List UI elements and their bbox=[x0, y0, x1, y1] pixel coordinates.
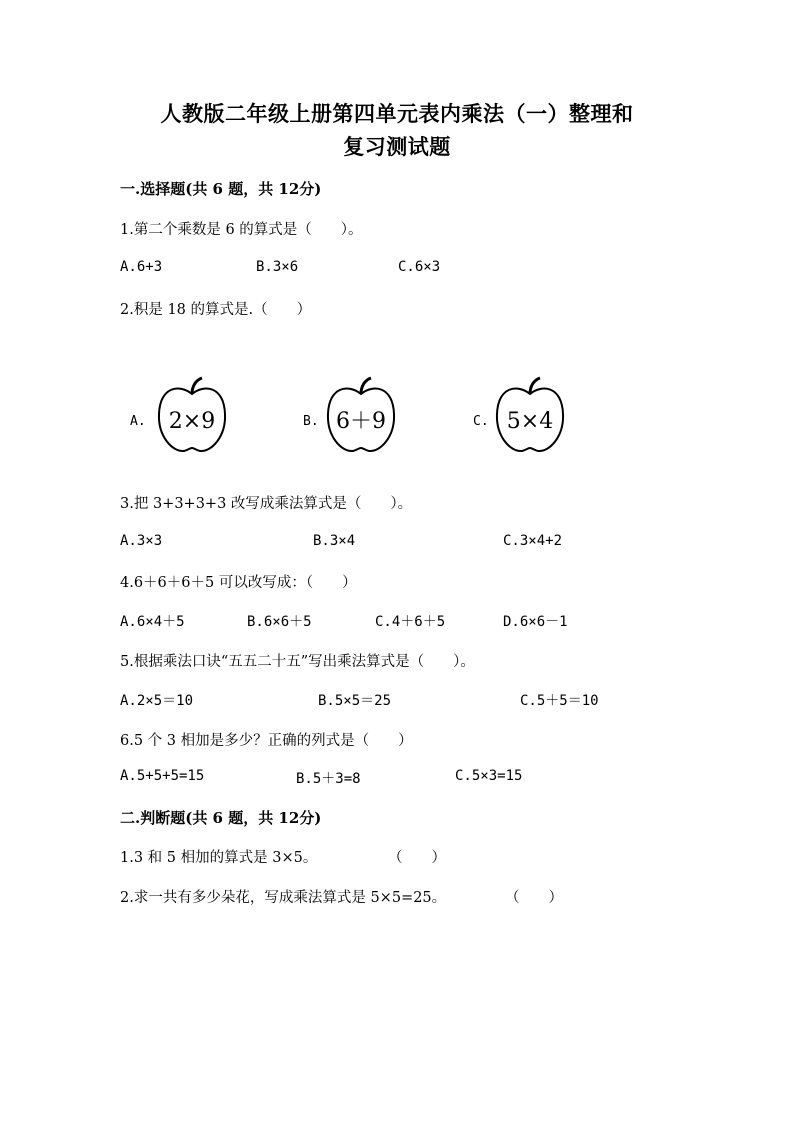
question-1-option-b[interactable]: B.3×6 bbox=[256, 259, 299, 275]
question-3-option-c[interactable]: C.3×4+2 bbox=[503, 533, 563, 549]
question-2-text: 2.积是 18 的算式是.（ ） bbox=[120, 302, 312, 318]
apple-a-expr: 2×9 bbox=[168, 409, 216, 434]
question-2-option-c-label[interactable]: C. bbox=[473, 414, 489, 429]
question-4-text: 4.6＋6＋6＋5 可以改写成：（ ） bbox=[120, 575, 357, 591]
question-1-option-a[interactable]: A.6+3 bbox=[120, 259, 163, 275]
judgment-2-answer-blank[interactable]: （ ） bbox=[505, 890, 563, 906]
question-4-option-b[interactable]: B.6×6＋5 bbox=[247, 614, 312, 630]
question-5-text: 5.根据乘法口诀“五五二十五”写出乘法算式是（ ）。 bbox=[120, 654, 475, 670]
question-4-option-d[interactable]: D.6×6－1 bbox=[503, 614, 568, 630]
section-heading-choice: 一.选择题(共 6 题，共 12分) bbox=[120, 180, 322, 198]
question-2-option-a-label[interactable]: A. bbox=[130, 414, 146, 429]
question-1-option-c[interactable]: C.6×3 bbox=[398, 259, 441, 275]
judgment-2-text: 2.求一共有多少朵花，写成乘法算式是 5×5=25。 bbox=[120, 890, 447, 906]
question-6-option-a[interactable]: A.5+5+5=15 bbox=[120, 768, 205, 784]
question-3-option-a[interactable]: A.3×3 bbox=[120, 533, 163, 549]
question-5-option-c[interactable]: C.5＋5＝10 bbox=[520, 693, 599, 709]
question-5-option-a[interactable]: A.2×5＝10 bbox=[120, 693, 194, 709]
question-4-option-a[interactable]: A.6×4＋5 bbox=[120, 614, 185, 630]
apple-b-expr: 6＋9 bbox=[336, 409, 386, 434]
question-2-option-b-label[interactable]: B. bbox=[303, 414, 319, 429]
question-6-text: 6.5 个 3 相加是多少？正确的列式是（ ） bbox=[120, 733, 413, 749]
question-6-option-b[interactable]: B.5＋3=8 bbox=[296, 771, 361, 787]
apple-b-icon[interactable] bbox=[323, 376, 399, 456]
section-heading-judgment: 二.判断题(共 6 题，共 12分) bbox=[120, 809, 322, 827]
question-3-option-b[interactable]: B.3×4 bbox=[313, 533, 356, 549]
judgment-1-answer-blank[interactable]: （ ） bbox=[388, 850, 446, 866]
question-3-text: 3.把 3+3+3+3 改写成乘法算式是（ ）。 bbox=[120, 496, 413, 512]
apple-a-icon[interactable] bbox=[154, 376, 230, 456]
apple-c-expr: 5×4 bbox=[506, 409, 554, 434]
question-5-option-b[interactable]: B.5×5＝25 bbox=[318, 693, 392, 709]
question-4-option-c[interactable]: C.4＋6＋5 bbox=[375, 614, 446, 630]
apple-c-icon[interactable] bbox=[492, 376, 568, 456]
page-title-line-2: 复习测试题 bbox=[343, 134, 451, 159]
judgment-1-text: 1.3 和 5 相加的算式是 3×5。 bbox=[120, 850, 318, 866]
question-6-option-c[interactable]: C.5×3=15 bbox=[455, 768, 523, 784]
question-1-text: 1.第二个乘数是 6 的算式是（ ）。 bbox=[120, 222, 363, 238]
page-title-line-1: 人教版二年级上册第四单元表内乘法（一）整理和 bbox=[160, 101, 634, 126]
